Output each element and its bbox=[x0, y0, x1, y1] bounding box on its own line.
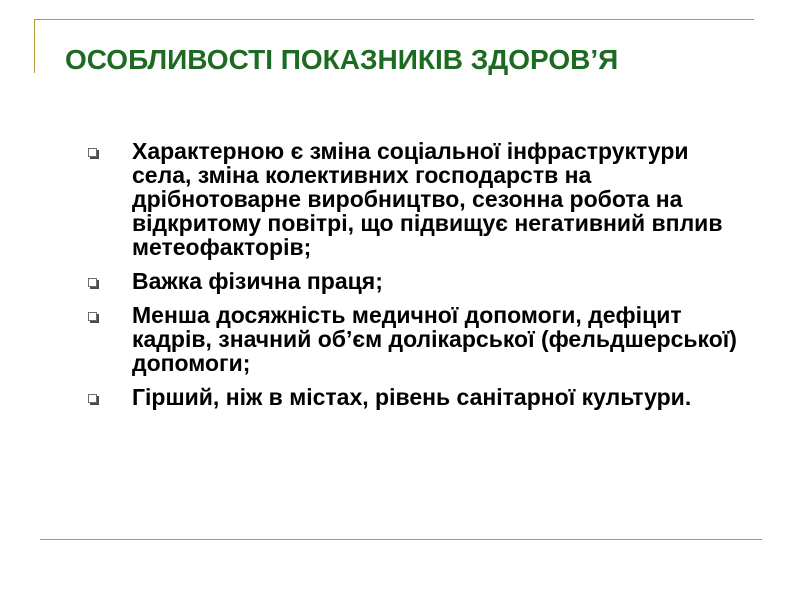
bullet-text: Гірший, ніж в містах, рівень санітарної культури. bbox=[132, 384, 692, 410]
bullet-item bbox=[88, 385, 748, 409]
hollow-square-bullet-icon bbox=[88, 312, 97, 321]
bullet-text: Менша досяжність медичної допомоги, дефіцит кадрів, значний об’єм долікарської (фельдшерської) допомоги; bbox=[132, 302, 737, 376]
top-rule bbox=[34, 19, 754, 20]
bullet-item bbox=[88, 303, 748, 375]
left-rule bbox=[34, 19, 35, 73]
bottom-rule bbox=[40, 539, 762, 540]
bullet-item bbox=[88, 139, 748, 259]
hollow-square-bullet-icon bbox=[88, 394, 97, 403]
bullet-list bbox=[88, 139, 748, 419]
hollow-square-bullet-icon bbox=[88, 278, 97, 287]
bullet-text: Важка фізична праця; bbox=[132, 268, 383, 294]
bullet-item bbox=[88, 269, 748, 293]
slide-title: ОСОБЛИВОСТІ ПОКАЗНИКІВ ЗДОРОВ’Я bbox=[65, 44, 619, 75]
hollow-square-bullet-icon bbox=[88, 148, 97, 157]
bullet-text: Характерною є зміна соціальної інфраструктури села, зміна колективних господарств на дрібнотоварне виробництво, сезонна робота на відкритому повітрі, що підвищує негативний вплив метеофакторів; bbox=[132, 138, 723, 260]
